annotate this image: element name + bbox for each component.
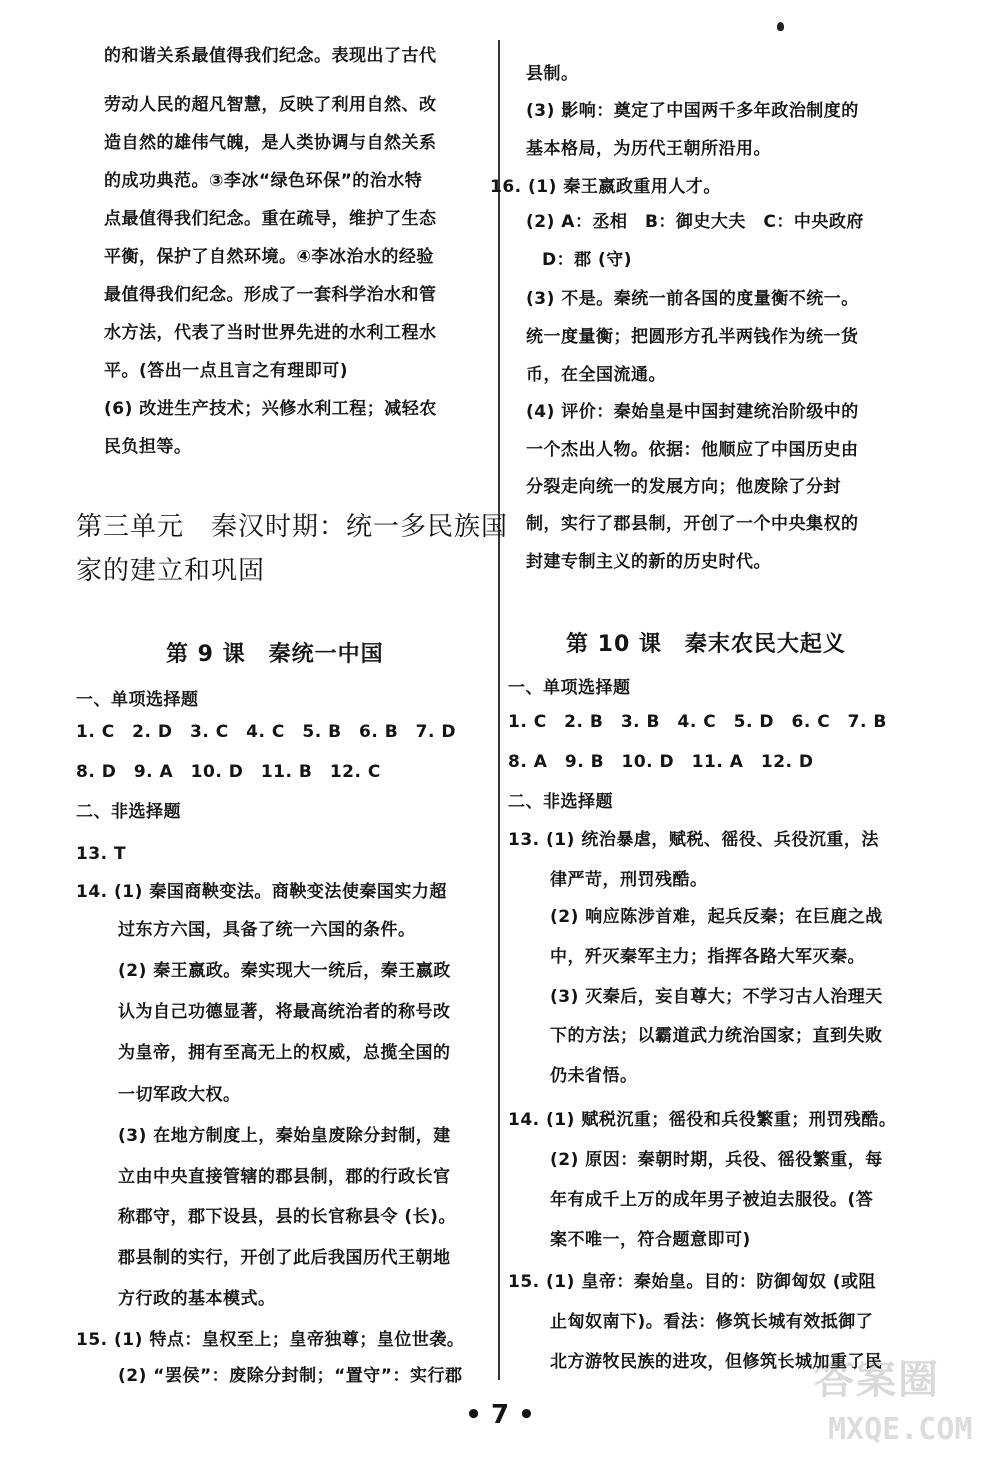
unit-title-line-2: 家的建立和巩固 xyxy=(76,556,266,586)
text-line: 一个杰出人物。依据：他顺应了中国历史由 xyxy=(526,440,859,460)
watermark xyxy=(808,1348,990,1458)
answer-line: (2) 原因：秦朝时期，兵役、徭役繁重，每 xyxy=(550,1150,883,1170)
answer-line: 立由中央直接管辖的郡县制，郡的行政长官 xyxy=(118,1167,451,1187)
text-line: 的和谐关系最值得我们纪念。表现出了古代 xyxy=(104,46,437,66)
answer-line: 为皇帝，拥有至高无上的权威，总揽全国的 xyxy=(118,1043,451,1063)
answer-line: 14. (1) 秦国商鞅变法。商鞅变法使秦国实力超 xyxy=(76,882,447,902)
answer-line: 止匈奴南下)。看法：修筑长城有效抵御了 xyxy=(550,1312,874,1332)
text-line: (6) 改进生产技术；兴修水利工程；减轻农 xyxy=(104,399,437,419)
text-line: (3) 不是。秦统一前各国的度量衡不统一。 xyxy=(526,289,859,309)
text-line: 统一度量衡；把圆形方孔半两钱作为统一货 xyxy=(526,327,859,347)
text-line: 平。(答出一点且言之有理即可) xyxy=(104,361,349,381)
text-line: 分裂走向统一的发展方向；他废除了分封 xyxy=(526,477,841,497)
text-line: 民负担等。 xyxy=(104,437,192,457)
text-line: (2) A：丞相 B：御史大夫 C：中央政府 xyxy=(526,212,864,232)
text-line: 点最值得我们纪念。重在疏导，维护了生态 xyxy=(104,209,437,229)
answer-line: 年有成千上万的成年男子被迫去服役。(答 xyxy=(550,1190,874,1210)
text-line: 基本格局，为历代王朝所沿用。 xyxy=(526,139,771,159)
answer-line: 案不唯一，符合题意即可) xyxy=(550,1230,751,1250)
answer-line: (2) 秦王嬴政。秦实现大一统后，秦王嬴政 xyxy=(118,961,451,981)
answer-line: 中，歼灭秦军主力；指挥各路大军灭秦。 xyxy=(550,947,865,967)
page-number: • 7 • xyxy=(465,1400,535,1430)
text-line: 最值得我们纪念。形成了一套科学治水和管 xyxy=(104,285,437,305)
answer-line: 认为自己功德显著，将最高统治者的称号改 xyxy=(118,1002,451,1022)
text-line: D：郡 (守) xyxy=(542,250,633,270)
section-heading: 二、非选择题 xyxy=(76,802,181,822)
text-line: 劳动人民的超凡智慧，反映了利用自然、改 xyxy=(104,95,437,115)
answer-line: 8. D 9. A 10. D 11. B 12. C xyxy=(76,762,381,782)
answer-line: 13. (1) 统治暴虐，赋税、徭役、兵役沉重，法 xyxy=(508,830,879,850)
answer-line: 方行政的基本模式。 xyxy=(118,1289,276,1309)
answer-line: 1. C 2. D 3. C 4. C 5. B 6. B 7. D xyxy=(76,722,457,742)
answer-line: 北方游牧民族的进攻，但修筑长城加重了民 xyxy=(550,1352,883,1372)
text-line: 封建专制主义的新的历史时代。 xyxy=(526,552,771,572)
text-line: (4) 评价：秦始皇是中国封建统治阶级中的 xyxy=(526,402,859,422)
watermark-url: MXQE.COM xyxy=(828,1412,973,1447)
text-line: 县制。 xyxy=(526,64,579,84)
text-line: 制，实行了郡县制，开创了一个中央集权的 xyxy=(526,514,859,534)
answer-line: 下的方法；以霸道武力统治国家；直到失败 xyxy=(550,1026,883,1046)
text-line: 造自然的雄伟气魄，是人类协调与自然关系 xyxy=(104,133,437,153)
answer-line: (2) 响应陈涉首难，起兵反秦；在巨鹿之战 xyxy=(550,907,883,927)
lesson-title: 第 10 课 秦末农民大起义 xyxy=(566,632,846,657)
answer-line: (3) 在地方制度上，秦始皇废除分封制，建 xyxy=(118,1126,451,1146)
text-line: 的成功典范。③李冰“绿色环保”的治水特 xyxy=(104,171,423,191)
lesson-title: 第 9 课 秦统一中国 xyxy=(166,642,384,667)
watermark-logo-text: 答案圈 xyxy=(814,1357,940,1403)
unit-title-line-1: 第三单元 秦汉时期：统一多民族国 xyxy=(76,512,509,542)
answer-line: 15. (1) 特点：皇权至上；皇帝独尊；皇位世袭。 xyxy=(76,1330,465,1350)
section-heading: 一、单项选择题 xyxy=(508,678,631,698)
answer-line: 称郡守，郡下设县，县的长官称县令 (长)。 xyxy=(118,1207,456,1227)
answer-line: (2) “罢侯”：废除分封制；“置守”：实行郡 xyxy=(118,1366,463,1386)
ink-dot xyxy=(777,22,784,31)
answer-line: (3) 灭秦后，妄自尊大；不学习古人治理天 xyxy=(550,987,883,1007)
answer-line: 13. T xyxy=(76,844,127,864)
text-line: 16. (1) 秦王嬴政重用人才。 xyxy=(490,177,721,197)
answer-line: 过东方六国，具备了统一六国的条件。 xyxy=(118,920,416,940)
answer-line: 一切军政大权。 xyxy=(118,1085,241,1105)
answer-line: 郡县制的实行，开创了此后我国历代王朝地 xyxy=(118,1248,451,1268)
answer-line: 律严苛，刑罚残酷。 xyxy=(550,870,708,890)
answer-line: 8. A 9. B 10. D 11. A 12. D xyxy=(508,752,814,772)
column-divider xyxy=(498,40,500,1380)
answer-line: 14. (1) 赋税沉重；徭役和兵役繁重；刑罚残酷。 xyxy=(508,1110,897,1130)
answer-line: 15. (1) 皇帝：秦始皇。目的：防御匈奴 (或阻 xyxy=(508,1272,877,1292)
answer-line: 仍未省悟。 xyxy=(550,1066,638,1086)
section-heading: 二、非选择题 xyxy=(508,792,613,812)
text-line: (3) 影响：奠定了中国两千多年政治制度的 xyxy=(526,101,859,121)
text-line: 币，在全国流通。 xyxy=(526,365,666,385)
text-line: 水方法，代表了当时世界先进的水利工程水 xyxy=(104,323,437,343)
answer-line: 1. C 2. B 3. B 4. C 5. D 6. C 7. B xyxy=(508,712,887,732)
section-heading: 一、单项选择题 xyxy=(76,690,199,710)
text-line: 平衡，保护了自然环境。④李冰治水的经验 xyxy=(104,247,434,267)
